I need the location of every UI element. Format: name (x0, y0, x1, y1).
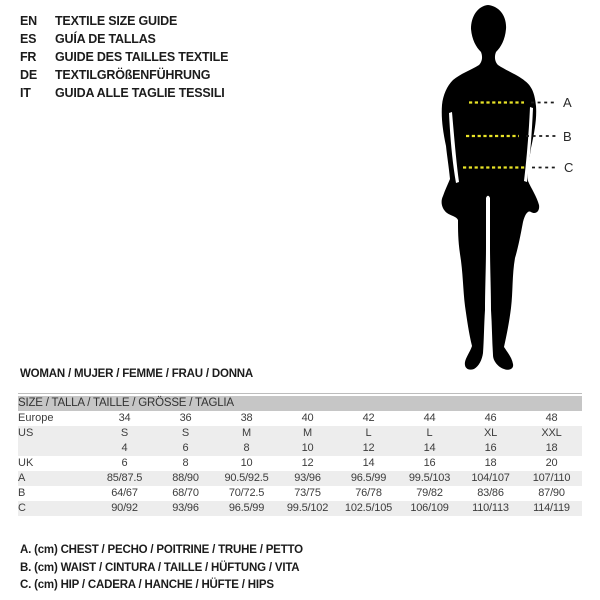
language-code: EN (20, 14, 37, 28)
row-label: C (18, 502, 26, 514)
table-row (18, 486, 582, 501)
language-code: DE (20, 68, 37, 82)
size-table (18, 396, 582, 516)
language-row (20, 12, 228, 30)
size-cell: 36 (179, 412, 192, 424)
size-cell: 12 (301, 457, 314, 469)
category-title: WOMAN / MUJER / FEMME / FRAU / DONNA (20, 368, 254, 380)
size-cell: S (120, 427, 129, 439)
size-table-wrap (18, 396, 582, 516)
size-cell: 46 (484, 412, 497, 424)
size-cell: 88/90 (172, 472, 199, 484)
size-cell: 6 (121, 457, 128, 469)
table-row (18, 471, 582, 486)
language-row (20, 84, 228, 102)
size-cell: XXL (541, 427, 562, 439)
marker-label-hip: C (564, 160, 574, 175)
language-title-list (20, 12, 228, 102)
size-cell: 79/82 (416, 487, 443, 499)
size-cell: 96.5/99 (228, 502, 265, 514)
language-code: ES (20, 32, 37, 46)
size-table-header-row (18, 396, 582, 411)
language-code: IT (20, 86, 31, 100)
marker-label-chest: A (563, 95, 572, 110)
size-cell: M (303, 427, 312, 439)
row-label (18, 441, 94, 456)
size-cell: 44 (423, 412, 436, 424)
size-cell: 87/90 (538, 487, 565, 499)
language-row (20, 48, 228, 66)
size-cell: 40 (301, 412, 314, 424)
size-cell: 16 (423, 457, 436, 469)
table-row (18, 501, 582, 516)
size-cell: 90/92 (111, 502, 138, 514)
size-cell: 83/86 (477, 487, 504, 499)
size-cell: 34 (118, 412, 131, 424)
woman-silhouette (442, 5, 540, 370)
size-cell: 90.5/92.5 (224, 472, 269, 484)
size-cell: 18 (545, 442, 558, 454)
size-cell: 96.5/99 (350, 472, 387, 484)
size-cell: 110/113 (472, 502, 509, 514)
row-label: Europe (18, 412, 54, 424)
size-cell: 38 (240, 412, 253, 424)
row-label: UK (18, 457, 34, 469)
size-cell: 102.5/105 (344, 502, 393, 514)
size-cell: 10 (240, 457, 253, 469)
size-cell: 8 (182, 457, 189, 469)
table-row (18, 456, 582, 471)
size-cell: 12 (362, 442, 375, 454)
size-cell: 64/67 (111, 487, 138, 499)
size-table-body (18, 411, 582, 516)
language-title: GUIDE DES TAILLES TEXTILE (55, 50, 229, 64)
measurement-legend (20, 542, 303, 595)
language-title: GUÍA DE TALLAS (55, 32, 156, 46)
marker-label-waist: B (563, 129, 572, 144)
size-cell: 107/110 (532, 472, 571, 484)
size-cell: 106/109 (410, 502, 449, 514)
size-cell: 93/96 (172, 502, 199, 514)
table-row (18, 411, 582, 426)
size-cell: 8 (243, 442, 250, 454)
language-code: FR (20, 50, 37, 64)
language-title: TEXTILGRÖßENFÜHRUNG (55, 68, 211, 82)
size-cell: L (365, 427, 372, 439)
size-cell: 10 (301, 442, 314, 454)
size-table-header: SIZE / TALLA / TAILLE / GRÖSSE / TAGLIA (18, 396, 582, 411)
size-cell: 85/87.5 (106, 472, 143, 484)
size-cell: 70/72.5 (228, 487, 265, 499)
size-cell: 99.5/103 (408, 472, 451, 484)
size-cell: 76/78 (355, 487, 382, 499)
row-label: A (18, 472, 26, 484)
size-cell: 104/107 (471, 472, 510, 484)
size-cell: S (181, 427, 190, 439)
size-cell: 42 (362, 412, 375, 424)
row-label: B (18, 487, 26, 499)
size-cell: 4 (121, 442, 128, 454)
language-row (20, 30, 228, 48)
size-cell: 68/70 (172, 487, 199, 499)
row-label: US (18, 427, 34, 439)
language-title: TEXTILE SIZE GUIDE (55, 14, 178, 28)
table-row (18, 426, 582, 441)
size-cell: 20 (545, 457, 558, 469)
size-cell: 99.5/102 (286, 502, 329, 514)
size-cell: L (426, 427, 433, 439)
language-title: GUIDA ALLE TAGLIE TESSILI (55, 86, 225, 100)
size-cell: 16 (484, 442, 497, 454)
woman-silhouette-figure (420, 0, 600, 380)
size-cell: 48 (545, 412, 558, 424)
table-row (18, 441, 582, 456)
size-cell: 73/75 (294, 487, 321, 499)
size-cell: 18 (484, 457, 497, 469)
size-cell: 93/96 (294, 472, 321, 484)
size-cell: M (242, 427, 251, 439)
legend-line-hip: C. (cm) HIP / CADERA / HANCHE / HÜFTE / HIPS (20, 579, 274, 591)
size-cell: 114/119 (533, 502, 570, 514)
size-cell: 14 (362, 457, 375, 469)
table-top-rule (18, 393, 582, 394)
size-cell: 14 (423, 442, 436, 454)
size-cell: 6 (182, 442, 189, 454)
language-row (20, 66, 228, 84)
size-cell: XL (483, 427, 498, 439)
legend-line-chest: A. (cm) CHEST / PECHO / POITRINE / TRUHE / PETTO (20, 544, 303, 556)
legend-line-waist: B. (cm) WAIST / CINTURA / TAILLE / HÜFTUNG / VITA (20, 561, 300, 574)
